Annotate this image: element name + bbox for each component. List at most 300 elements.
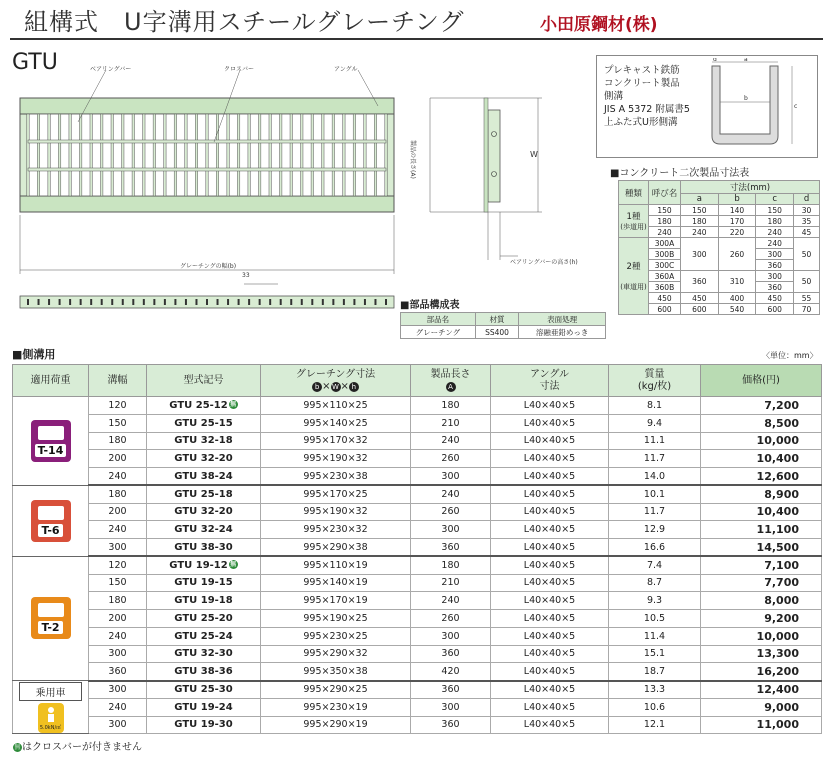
- cell-w: [89, 485, 147, 503]
- cell-ang: [491, 503, 609, 521]
- dim-cell: 360: [681, 271, 719, 293]
- cell-w-value: 300: [108, 719, 127, 731]
- parts-cell: SS400: [475, 326, 519, 339]
- bearing-bar: [353, 114, 355, 196]
- cell-mass-value: 13.3: [643, 684, 666, 696]
- cell-price: [701, 610, 822, 628]
- dim-b-letter: b: [744, 95, 748, 102]
- dim-cell: 180: [681, 216, 719, 227]
- cell-len: [411, 556, 491, 574]
- dim-kind2-label: 2種: [626, 262, 641, 272]
- load-class-label: T-6: [38, 524, 62, 537]
- bearing-bar: [101, 114, 103, 196]
- cell-mass-value: 12.9: [643, 524, 666, 536]
- cell-mass: [609, 681, 701, 699]
- cell-code-value: GTU 25-20: [174, 612, 233, 624]
- table-row: [13, 610, 822, 628]
- angle-bottom: [20, 196, 394, 212]
- cell-len: [411, 414, 491, 432]
- side-bearing-bar: [238, 299, 240, 305]
- cell-price-value: 9,200: [764, 611, 799, 625]
- dim-a-letter: a: [744, 58, 748, 63]
- cell-dim: [261, 663, 411, 681]
- bearing-bar: [69, 114, 71, 196]
- h-angle: [491, 365, 609, 397]
- cell-code: [147, 503, 261, 521]
- load-sub-label: 5.0kN/㎡: [39, 724, 62, 731]
- cell-price-value: 11,100: [756, 523, 799, 537]
- cell-dim-value: 995×170×25: [303, 488, 368, 500]
- dim-kind2: [619, 238, 649, 315]
- dim-h-kind: 種類: [619, 181, 649, 205]
- cell-price: [701, 414, 822, 432]
- cell-dim-value: 995×290×19: [303, 719, 368, 731]
- bearing-bar: [111, 114, 113, 196]
- cell-w-value: 200: [108, 506, 127, 518]
- cell-mass-value: 12.1: [643, 719, 666, 731]
- dim-cell: 360A: [649, 271, 681, 282]
- cell-ang: [491, 574, 609, 592]
- table-row: [13, 627, 822, 645]
- dim-cell: 240: [681, 227, 719, 238]
- cell-w-value: 180: [108, 595, 127, 607]
- cell-w-value: 150: [108, 417, 127, 429]
- dim-h-name: 呼び名: [649, 181, 681, 205]
- dim-cell: 55: [794, 293, 820, 304]
- cell-ang-value: L40×40×5: [523, 559, 576, 571]
- bearing-bar-label: ベアリングバー: [90, 66, 132, 73]
- cell-len-value: 240: [441, 595, 460, 607]
- bearing-bar: [132, 114, 134, 196]
- cell-mass-value: 16.6: [643, 541, 666, 553]
- no-crossbar-icon: 無: [14, 743, 21, 751]
- cell-price: [701, 397, 822, 415]
- cell-ang: [491, 716, 609, 734]
- cell-mass-value: 14.0: [643, 470, 666, 482]
- angle-label: アングル: [334, 66, 358, 73]
- cell-mass-value: 9.3: [646, 595, 663, 607]
- cell-len-value: 240: [441, 435, 460, 447]
- cell-dim: [261, 556, 411, 574]
- cell-dim-value: 995×190×32: [303, 453, 368, 465]
- cell-len-value: 180: [441, 399, 460, 411]
- dim-cell: 150: [681, 205, 719, 216]
- cell-len: [411, 539, 491, 557]
- cross-bar: [28, 168, 386, 171]
- cross-bar-label: クロスバー: [224, 66, 255, 73]
- cell-dim: [261, 450, 411, 468]
- cell-len: [411, 681, 491, 699]
- table-row: [13, 539, 822, 557]
- h-mass-label: 質量: [644, 368, 665, 380]
- load-class-icon: [31, 597, 71, 639]
- bearing-bar: [90, 114, 92, 196]
- side-bearing-bar: [206, 299, 208, 305]
- cell-dim: [261, 414, 411, 432]
- cell-ang-value: L40×40×5: [523, 524, 576, 536]
- cell-ang-value: L40×40×5: [523, 435, 576, 447]
- person-icon: [48, 707, 54, 713]
- cell-ang-value: L40×40×5: [523, 470, 576, 482]
- dim-cell: 300B: [649, 249, 681, 260]
- cell-dim: [261, 432, 411, 450]
- cell-code-value: GTU 25-24: [174, 630, 233, 642]
- dim-h-dims: 寸法(mm): [681, 181, 820, 194]
- dim-cell: 540: [718, 304, 756, 315]
- parts-h-name: 部品名: [401, 313, 476, 326]
- cell-code-value: GTU 25-12: [169, 399, 228, 411]
- dim-cell: 360B: [649, 282, 681, 293]
- cell-len-value: 360: [441, 541, 460, 553]
- side-bearing-bar: [195, 299, 197, 305]
- footnote: [12, 738, 142, 753]
- table-row: [13, 521, 822, 539]
- h-mass-sub: (kg/枚): [637, 380, 672, 392]
- load-badge-cell: [13, 681, 89, 734]
- cell-ang-value: L40×40×5: [523, 595, 576, 607]
- cell-price: [701, 574, 822, 592]
- h-mass: [609, 365, 701, 397]
- cell-ang-value: L40×40×5: [523, 506, 576, 518]
- cell-w-value: 300: [108, 648, 127, 660]
- bearing-bar: [216, 114, 218, 196]
- load-label-box: 乗用車: [19, 682, 82, 701]
- cell-ang-value: L40×40×5: [523, 399, 576, 411]
- cell-mass-value: 8.1: [646, 399, 663, 411]
- cell-code: [147, 432, 261, 450]
- cell-ang-value: L40×40×5: [523, 665, 576, 677]
- side-bearing-bar: [374, 299, 376, 305]
- parts-cell: グレーチング: [401, 326, 476, 339]
- cell-w: [89, 521, 147, 539]
- cell-len-value: 360: [441, 719, 460, 731]
- cell-price-value: 9,000: [764, 700, 799, 714]
- cell-len: [411, 716, 491, 734]
- dim-kind2-sub: (車道用): [620, 283, 647, 291]
- dim-cell: 180: [756, 216, 794, 227]
- bearing-bar: [290, 114, 292, 196]
- cell-len-value: 260: [441, 506, 460, 518]
- concrete-note-line: 側溝: [604, 91, 624, 102]
- bearing-bar: [79, 114, 81, 196]
- bearing-bar: [343, 114, 345, 196]
- cell-mass: [609, 397, 701, 415]
- footnote-text: はクロスバーが付きません: [22, 742, 142, 753]
- side-bearing-bar: [132, 299, 134, 305]
- length-label: 製品の長さ(A): [409, 140, 416, 179]
- cell-code-value: GTU 32-20: [174, 453, 233, 465]
- side-bearing-bar: [174, 299, 176, 305]
- cell-price: [701, 716, 822, 734]
- side-bearing-bar: [259, 299, 261, 305]
- cell-code-value: GTU 19-24: [174, 701, 233, 713]
- cell-mass: [609, 592, 701, 610]
- side-bearing-bar: [27, 299, 29, 305]
- cell-code: [147, 610, 261, 628]
- cell-w-value: 120: [108, 559, 127, 571]
- cell-len: [411, 468, 491, 486]
- cell-mass-value: 10.5: [643, 612, 666, 624]
- concrete-note-line: 上ふた式U形側溝: [604, 117, 678, 128]
- dim-h-d: d: [794, 194, 820, 205]
- cell-dim: [261, 521, 411, 539]
- parts-cell: 溶融亜鉛めっき: [519, 326, 606, 339]
- table-row: [13, 645, 822, 663]
- side-bearing-bar: [185, 299, 187, 305]
- truck-icon: [38, 506, 64, 520]
- cell-dim: [261, 485, 411, 503]
- person-body-icon: [48, 714, 54, 722]
- dim-cell: 140: [718, 205, 756, 216]
- dim-kind1-label: 1種: [626, 212, 641, 222]
- bearing-bar: [58, 114, 60, 196]
- cell-price-value: 7,200: [764, 398, 799, 412]
- dim-cell: 600: [681, 304, 719, 315]
- cell-ang-value: L40×40×5: [523, 453, 576, 465]
- cell-dim: [261, 645, 411, 663]
- cell-len-value: 300: [441, 701, 460, 713]
- cell-w: [89, 592, 147, 610]
- cell-len-value: 300: [441, 524, 460, 536]
- bearing-bar: [364, 114, 366, 196]
- load-class-label: T-2: [38, 621, 62, 634]
- cell-w-value: 240: [108, 701, 127, 713]
- end-flange: [484, 98, 488, 212]
- cell-price-value: 11,000: [756, 718, 799, 732]
- table-row: [13, 592, 822, 610]
- side-bearing-bar: [38, 299, 40, 305]
- dim-cell: 170: [718, 216, 756, 227]
- cell-price: [701, 645, 822, 663]
- cell-mass: [609, 468, 701, 486]
- cell-mass-value: 10.1: [643, 488, 666, 500]
- cell-code: [147, 556, 261, 574]
- cell-ang: [491, 485, 609, 503]
- cell-mass-value: 11.7: [643, 506, 666, 518]
- bearing-bar: [174, 114, 176, 196]
- cell-code: [147, 521, 261, 539]
- cell-mass: [609, 627, 701, 645]
- h-width: 溝幅: [89, 365, 147, 397]
- dim-kind1: [619, 205, 649, 238]
- cell-price-value: 10,400: [756, 505, 799, 519]
- dim-h-b: b: [718, 194, 756, 205]
- cell-dim: [261, 592, 411, 610]
- cell-code: [147, 663, 261, 681]
- cell-w-value: 120: [108, 399, 127, 411]
- grating-top-view: [20, 70, 394, 274]
- cell-price-value: 12,400: [756, 683, 799, 697]
- bearing-bar: [269, 114, 271, 196]
- cell-ang: [491, 397, 609, 415]
- cell-mass-value: 11.4: [643, 630, 666, 642]
- table-row: [13, 450, 822, 468]
- cell-price-value: 10,000: [756, 629, 799, 643]
- cell-code-value: GTU 25-30: [174, 684, 233, 696]
- load-class-icon: [31, 420, 71, 462]
- side-bearing-bar: [122, 299, 124, 305]
- cell-dim: [261, 574, 411, 592]
- cell-ang-value: L40×40×5: [523, 648, 576, 660]
- bearing-bar: [301, 114, 303, 196]
- h-code: 型式記号: [147, 365, 261, 397]
- side-bearing-bar: [290, 299, 292, 305]
- cell-price: [701, 556, 822, 574]
- table-row: [13, 574, 822, 592]
- cell-ang: [491, 432, 609, 450]
- cell-mass-value: 10.6: [643, 701, 666, 713]
- cell-price-value: 12,600: [756, 469, 799, 483]
- cell-code-value: GTU 32-30: [174, 648, 233, 660]
- company-name: 小田原鋼材(株): [540, 15, 658, 35]
- truck-icon: [38, 603, 64, 617]
- cell-mass-value: 9.4: [646, 417, 663, 429]
- cell-dim-value: 995×230×19: [303, 701, 368, 713]
- symbol-h: h: [349, 382, 359, 392]
- main-table: [12, 364, 822, 734]
- cell-dim: [261, 468, 411, 486]
- cell-mass: [609, 414, 701, 432]
- cell-dim-value: 995×230×25: [303, 630, 368, 642]
- bearing-height-label: ベアリングバーの高さ(h): [510, 259, 578, 266]
- dim-cell: 300: [681, 238, 719, 271]
- cell-code-value: GTU 38-24: [174, 470, 233, 482]
- cell-len: [411, 397, 491, 415]
- load-badge-cell: [13, 485, 89, 556]
- dim-cell: 240: [649, 227, 681, 238]
- cell-code: [147, 681, 261, 699]
- dim-cell: 50: [794, 238, 820, 271]
- cell-code-value: GTU 38-30: [174, 541, 233, 553]
- dim-cell: 35: [794, 216, 820, 227]
- cell-mass: [609, 698, 701, 716]
- dim-cell: 300: [756, 249, 794, 260]
- cell-price: [701, 485, 822, 503]
- cell-code: [147, 414, 261, 432]
- bearing-bar: [258, 114, 260, 196]
- cell-price: [701, 592, 822, 610]
- cell-dim: [261, 716, 411, 734]
- cell-w-value: 240: [108, 470, 127, 482]
- cell-len: [411, 521, 491, 539]
- concrete-note-line: JIS A 5372 附属書5: [604, 104, 690, 115]
- cell-dim-value: 995×110×19: [303, 559, 368, 571]
- table-row: [13, 681, 822, 699]
- side-bearing-bar: [111, 299, 113, 305]
- side-bearing-bar: [153, 299, 155, 305]
- cell-ang: [491, 468, 609, 486]
- main-table-body: [13, 397, 822, 734]
- dim-cell: 150: [649, 205, 681, 216]
- cell-len-value: 240: [441, 488, 460, 500]
- cell-w: [89, 698, 147, 716]
- cell-len: [411, 645, 491, 663]
- table-row: [13, 556, 822, 574]
- cell-len: [411, 592, 491, 610]
- no-crossbar-icon: 無: [230, 561, 237, 569]
- cell-len-value: 360: [441, 648, 460, 660]
- cell-mass-value: 15.1: [643, 648, 666, 660]
- side-bearing-bar: [69, 299, 71, 305]
- cell-price: [701, 627, 822, 645]
- cell-ang: [491, 592, 609, 610]
- dim-table-title: ■コンクリート二次製品寸法表: [610, 168, 750, 179]
- cell-w-value: 200: [108, 612, 127, 624]
- pitch-label: 33: [242, 272, 250, 279]
- width-label: グレーチングの幅(b): [180, 263, 237, 270]
- bearing-bar: [248, 114, 250, 196]
- cell-w-value: 360: [108, 665, 127, 677]
- cell-len: [411, 698, 491, 716]
- cell-w: [89, 574, 147, 592]
- cell-dim-value: 995×350×38: [303, 665, 368, 677]
- cell-ang-value: L40×40×5: [523, 612, 576, 624]
- cell-dim: [261, 698, 411, 716]
- dim-table: [618, 180, 820, 315]
- cell-w-value: 200: [108, 453, 127, 465]
- cell-price: [701, 503, 822, 521]
- dim-cell: 240: [756, 238, 794, 249]
- load-badge-cell: [13, 556, 89, 680]
- side-bearing-bar: [269, 299, 271, 305]
- cell-len: [411, 450, 491, 468]
- dim-cell: 180: [649, 216, 681, 227]
- cell-w: [89, 432, 147, 450]
- cell-code-value: GTU 25-18: [174, 488, 233, 500]
- cell-len: [411, 574, 491, 592]
- end-angle: [488, 110, 500, 202]
- cell-w: [89, 397, 147, 415]
- dim-cell: 360: [756, 282, 794, 293]
- cell-len-value: 300: [441, 630, 460, 642]
- cell-dim-value: 995×290×38: [303, 541, 368, 553]
- cell-mass: [609, 539, 701, 557]
- load-badge-cell: [13, 397, 89, 486]
- side-bearing-bar: [322, 299, 324, 305]
- model-name: GTU: [12, 50, 58, 75]
- cell-dim-value: 995×170×32: [303, 435, 368, 447]
- cell-mass: [609, 645, 701, 663]
- cell-ang-value: L40×40×5: [523, 684, 576, 696]
- dim-cell: 30: [794, 205, 820, 216]
- symbol-a: A: [446, 382, 456, 392]
- section-title: ■側溝用: [12, 348, 56, 361]
- cell-len: [411, 627, 491, 645]
- cell-dim: [261, 627, 411, 645]
- side-bearing-bar: [301, 299, 303, 305]
- bearing-bar: [122, 114, 124, 196]
- cell-mass: [609, 432, 701, 450]
- cell-price-value: 7,100: [764, 558, 799, 572]
- cell-w: [89, 503, 147, 521]
- cell-len: [411, 503, 491, 521]
- cell-price: [701, 663, 822, 681]
- cell-mass: [609, 521, 701, 539]
- cell-code-value: GTU 32-18: [174, 435, 233, 447]
- cell-code-value: GTU 19-18: [174, 595, 233, 607]
- cell-price-value: 8,500: [764, 416, 799, 430]
- bearing-bar: [227, 114, 229, 196]
- h-grating: グレーチング寸法 b × W × h: [261, 365, 411, 397]
- cell-code-value: GTU 32-24: [174, 524, 233, 536]
- table-row: [13, 468, 822, 486]
- cell-w-value: 150: [108, 577, 127, 589]
- cell-ang: [491, 681, 609, 699]
- cell-ang: [491, 610, 609, 628]
- cell-mass: [609, 663, 701, 681]
- cell-dim-value: 995×230×32: [303, 524, 368, 536]
- table-row: [13, 414, 822, 432]
